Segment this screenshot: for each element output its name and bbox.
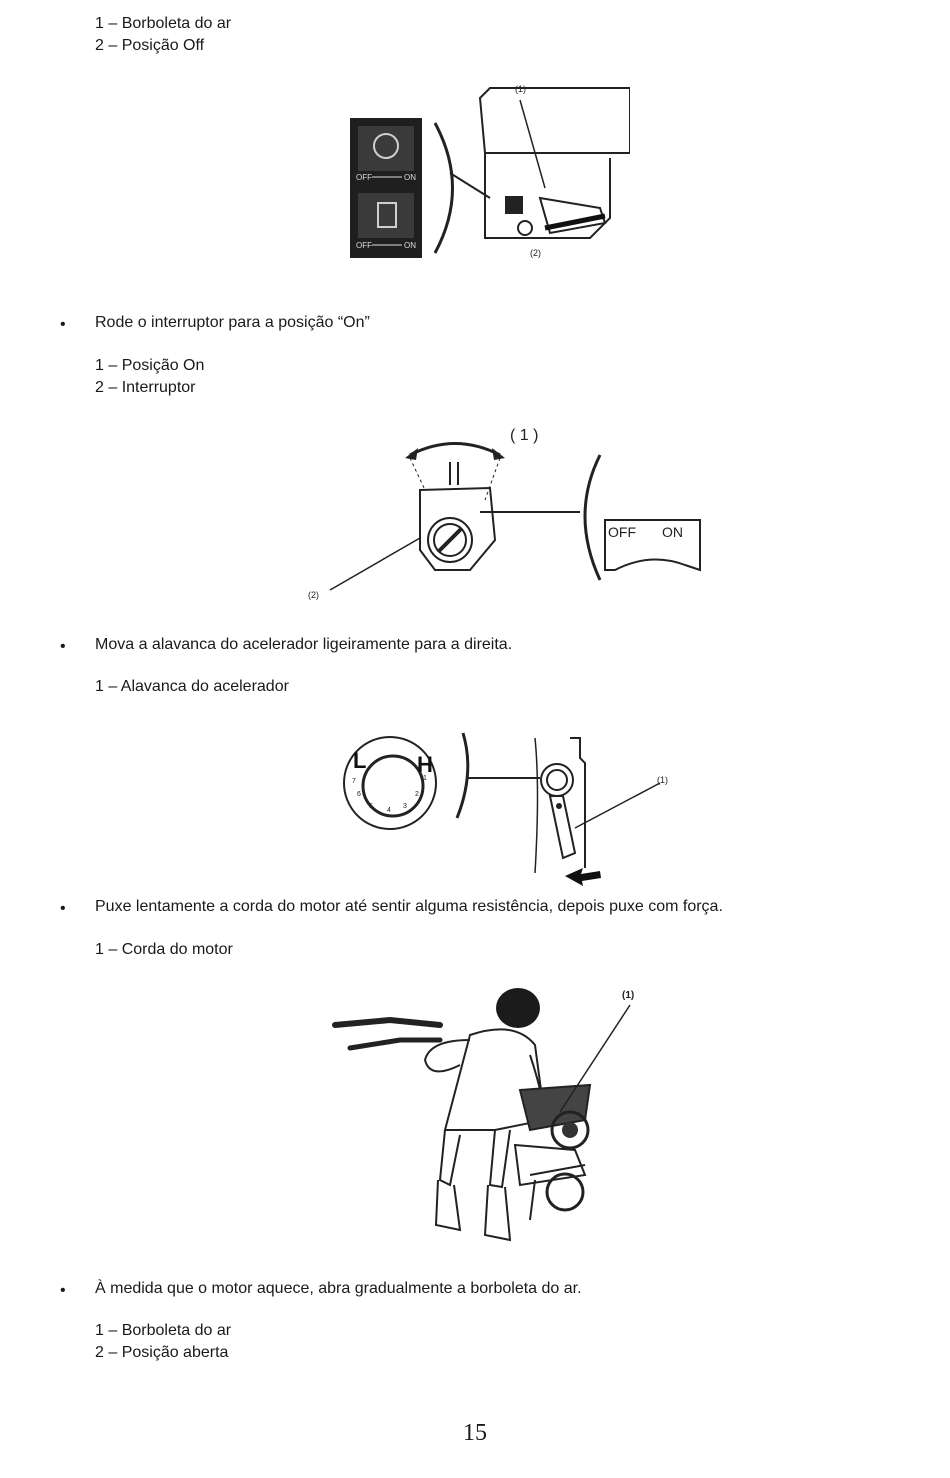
legend-cord-item-1: 1 – Corda do motor — [95, 941, 233, 958]
switch-off-label: OFF — [608, 524, 636, 540]
legend-throttle-item-1: 1 – Alavanca do acelerador — [95, 678, 289, 695]
figure-choke-off — [340, 78, 630, 268]
legend-switch-item-2: 2 – Interruptor — [95, 379, 196, 396]
instruction-switch-on: Rode o interruptor para a posição “On” — [95, 314, 370, 331]
callout-1: (1) — [657, 775, 668, 785]
instruction-throttle: Mova a alavanca do acelerador ligeiramente para a direita. — [95, 636, 513, 653]
bullet-dot: • — [60, 1282, 66, 1299]
scale-2: 2 — [415, 791, 419, 798]
throttle-high-label: H — [417, 752, 433, 777]
scale-5: 5 — [369, 803, 373, 810]
legend-choke-item-1: 1 – Borboleta do ar — [95, 1322, 232, 1339]
switch-on-label: ON — [662, 524, 683, 540]
figure-switch-on — [300, 420, 710, 605]
figure-pull-cord — [330, 980, 660, 1250]
legend-off-item-2: 2 – Posição Off — [95, 37, 205, 54]
panel-on-label-top: ON — [404, 173, 416, 182]
callout-2: (2) — [308, 590, 319, 600]
callout-1: ( 1 ) — [510, 427, 539, 444]
throttle-low-label: L — [353, 748, 367, 773]
panel-off-label-bottom: OFF — [356, 241, 372, 250]
scale-7: 7 — [352, 778, 356, 785]
legend-open-item-2: 2 – Posição aberta — [95, 1344, 229, 1361]
legend-choke-item-1: 1 – Borboleta do ar — [95, 15, 232, 32]
callout-2: (2) — [530, 248, 541, 258]
page-number: 15 — [463, 1420, 487, 1446]
instruction-open-choke: À medida que o motor aquece, abra gradualmente a borboleta do ar. — [95, 1280, 582, 1297]
bullet-dot: • — [60, 638, 66, 655]
callout-1: (1) — [622, 990, 635, 1001]
scale-1: 1 — [423, 775, 427, 782]
legend-on-item-1: 1 – Posição On — [95, 357, 205, 374]
panel-on-label-bottom: ON — [404, 241, 416, 250]
bullet-dot: • — [60, 900, 66, 917]
panel-off-label-top: OFF — [356, 173, 372, 182]
scale-6: 6 — [357, 791, 361, 798]
scale-3: 3 — [403, 803, 407, 810]
instruction-pull-cord: Puxe lentamente a corda do motor até sentir alguma resistência, depois puxe com força. — [95, 898, 723, 915]
callout-1: (1) — [515, 84, 526, 94]
bullet-dot: • — [60, 316, 66, 333]
scale-4: 4 — [387, 807, 391, 814]
figure-throttle — [335, 728, 680, 890]
